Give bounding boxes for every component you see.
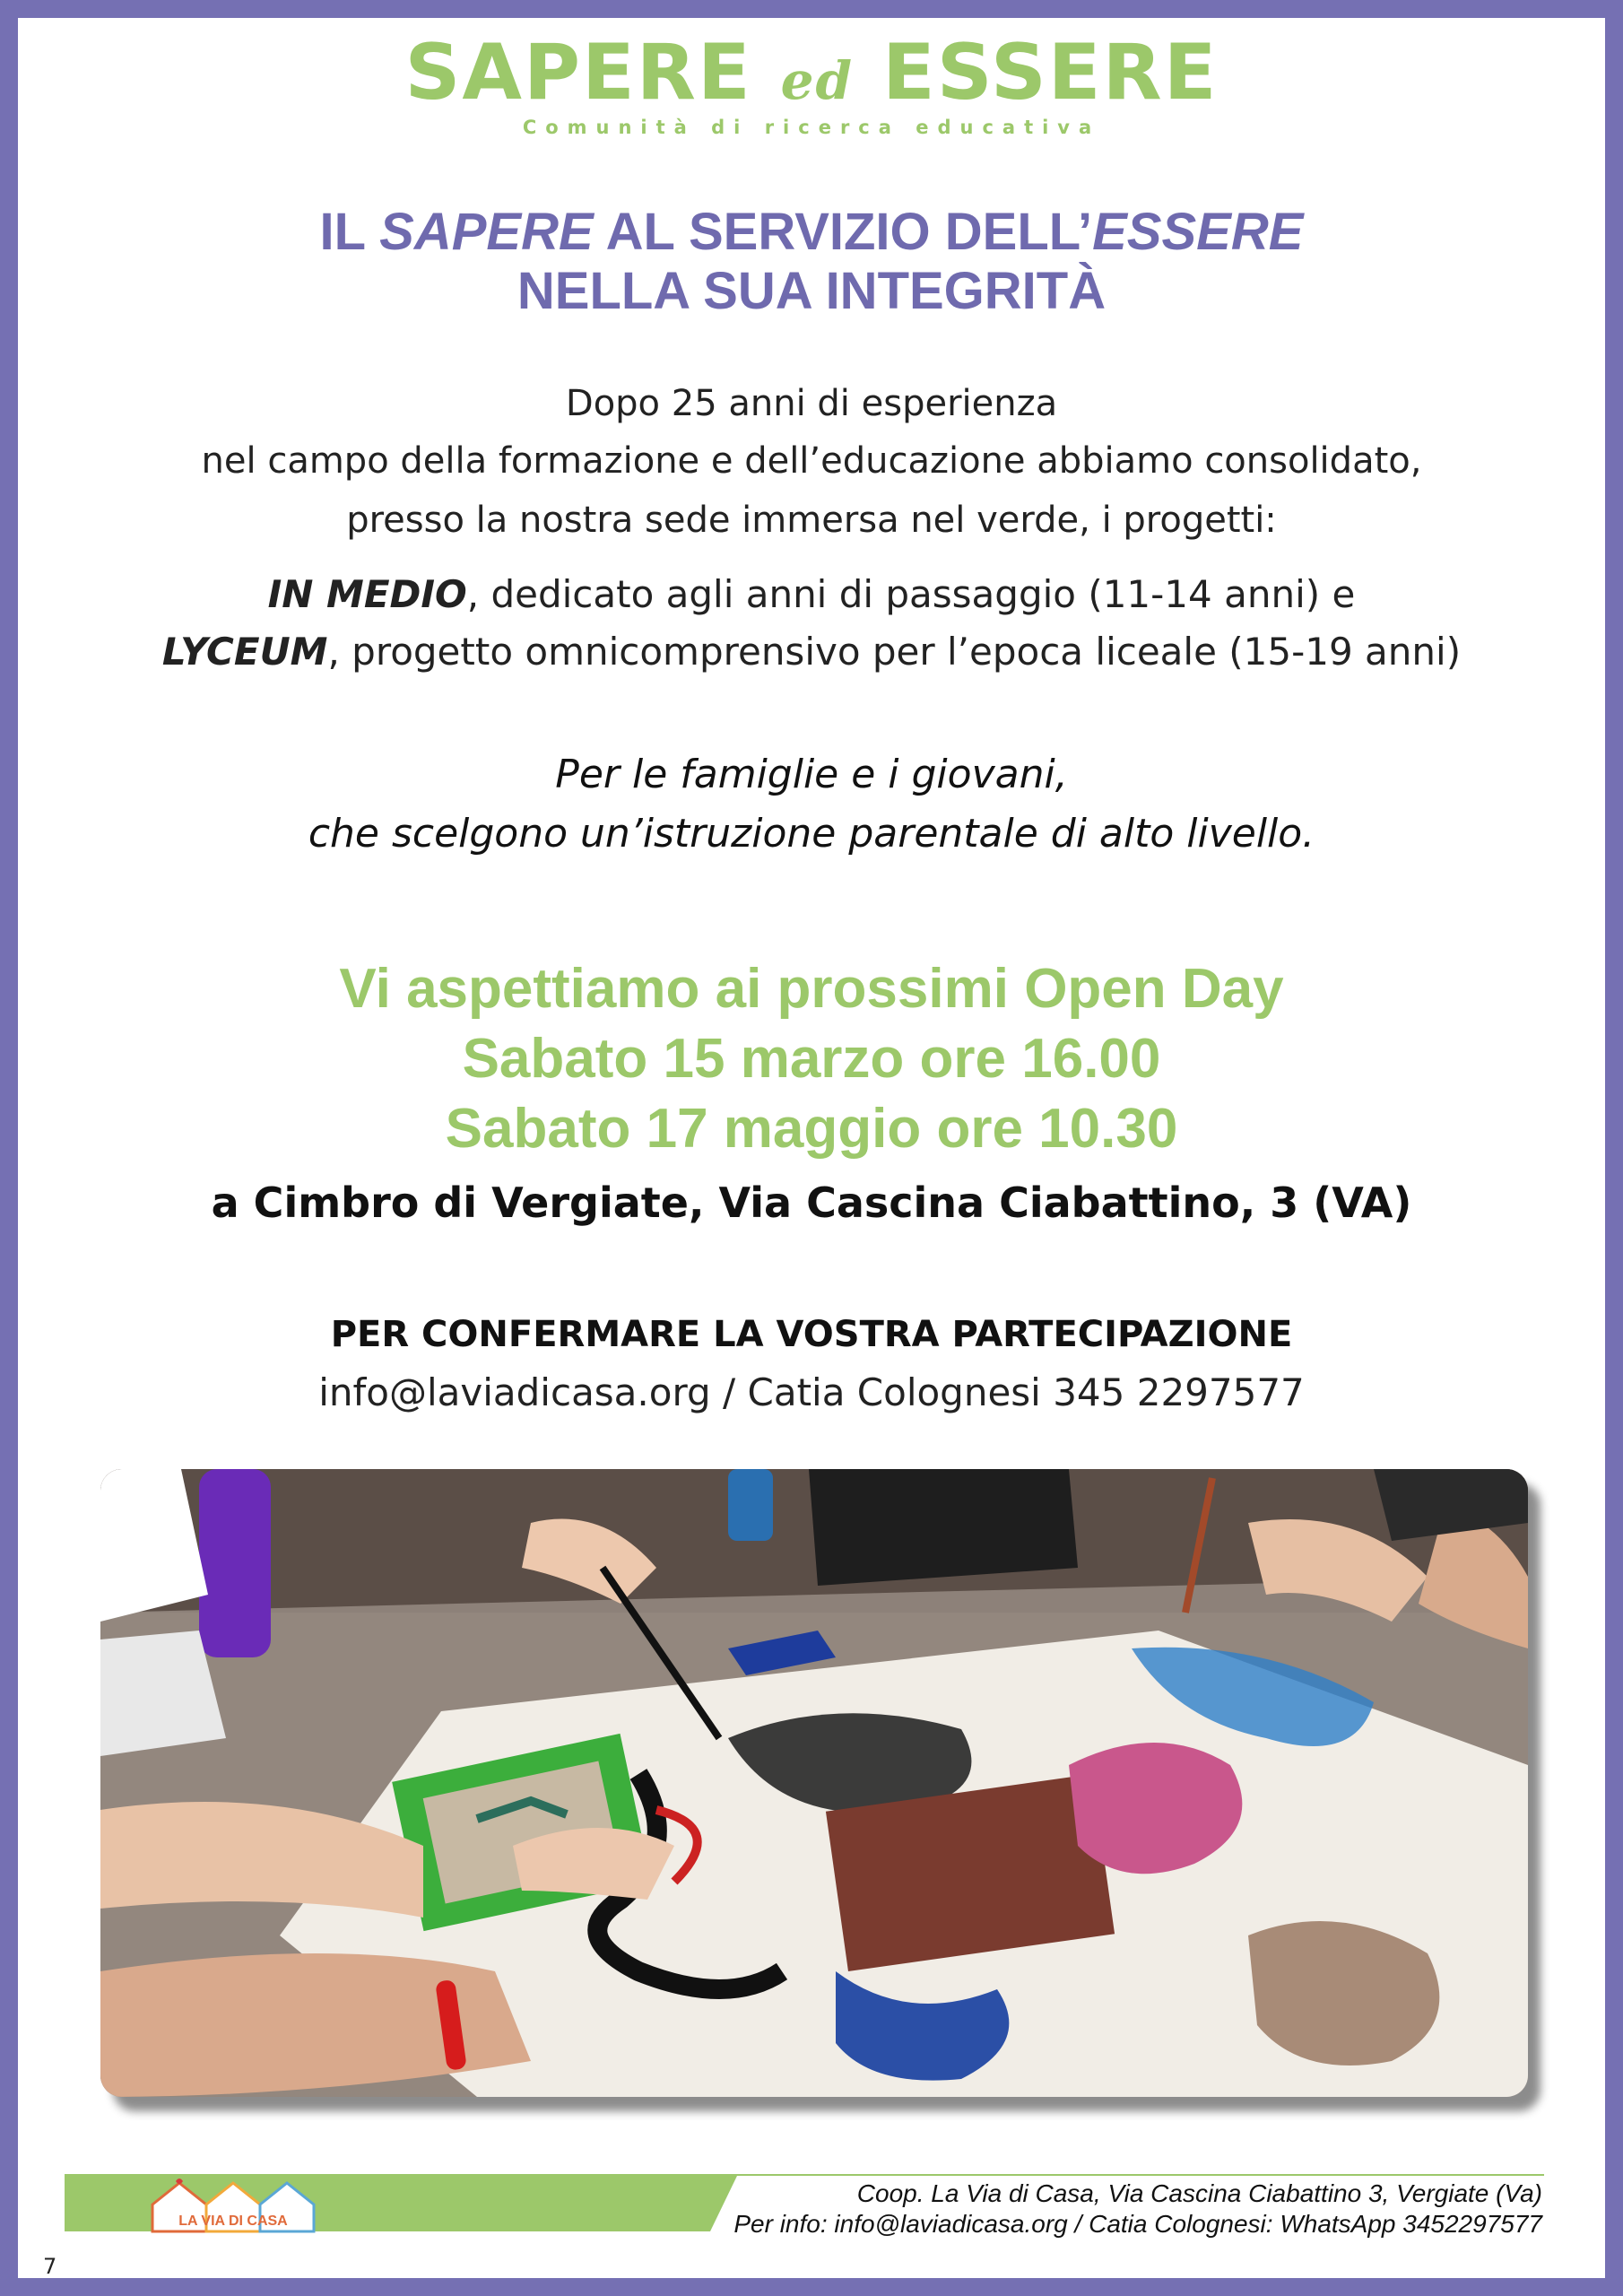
project-desc: , progetto omnicomprensivo per l’epoca liceale (15-19 anni) [327,630,1462,674]
coop-logo-text: LA VIA DI CASA [178,2213,288,2229]
flyer-page [18,18,1605,2278]
footer-line-1: Coop. La Via di Casa, Via Cascina Ciabattino 3, Vergiate (Va) [856,2179,1542,2207]
open-day-date-2: Sabato 17 maggio ore 10.30 [445,1098,1178,1160]
logo-title-ed: ed [780,50,855,111]
logo-subtitle: Comunità di ricerca educativa [522,117,1101,138]
headline-line-1: IL SAPERE AL SERVIZIO DELL’ESSERE [319,203,1304,261]
open-day-address: a Cimbro di Vergiate, Via Cascina Ciabattino, 3 (VA) [211,1178,1412,1227]
project-name: IN MEDIO [267,572,467,616]
open-day-date-1: Sabato 15 marzo ore 16.00 [462,1028,1161,1090]
tagline-line-2: che scelgono un’istruzione parentale di alto livello. [308,811,1315,857]
project-name: LYCEUM [161,630,328,674]
headline-sapere: SAPERE [379,203,594,261]
project-in-medio [18,572,1605,616]
footer-line-2: Per info: info@laviadicasa.org / Catia Colognesi: WhatsApp 3452297577 [733,2210,1542,2238]
confirm-title: PER CONFERMARE LA VOSTRA PARTECIPAZIONE [330,1314,1293,1355]
workshop-photo-illustration [100,1469,1528,2097]
tagline-line-1: Per le famiglie e i giovani, [555,752,1068,797]
intro-line-1: Dopo 25 anni di esperienza [565,383,1058,424]
open-day-title: Vi aspettiamo ai prossimi Open Day [339,958,1284,1020]
logo-title-sapere: SAPERE [404,28,781,117]
headline-essere: ESSERE [1092,203,1304,261]
logo-title-essere: ESSERE [854,28,1219,117]
logo-title [18,28,1605,117]
headline-line-2: NELLA SUA INTEGRITÀ [516,262,1107,320]
intro-line-2: nel campo della formazione e dell’educazione abbiamo consolidato, [201,440,1422,482]
project-lyceum [18,630,1605,674]
page-number: 7 [43,2254,57,2279]
project-desc: , dedicato agli anni di passaggio (11-14 anni) e [466,572,1356,616]
confirm-contact: info@laviadicasa.org / Catia Colognesi 345 2297577 [318,1370,1305,1414]
workshop-photo [100,1469,1528,2097]
intro-line-3: presso la nostra sede immersa nel verde, i progetti: [346,500,1277,541]
